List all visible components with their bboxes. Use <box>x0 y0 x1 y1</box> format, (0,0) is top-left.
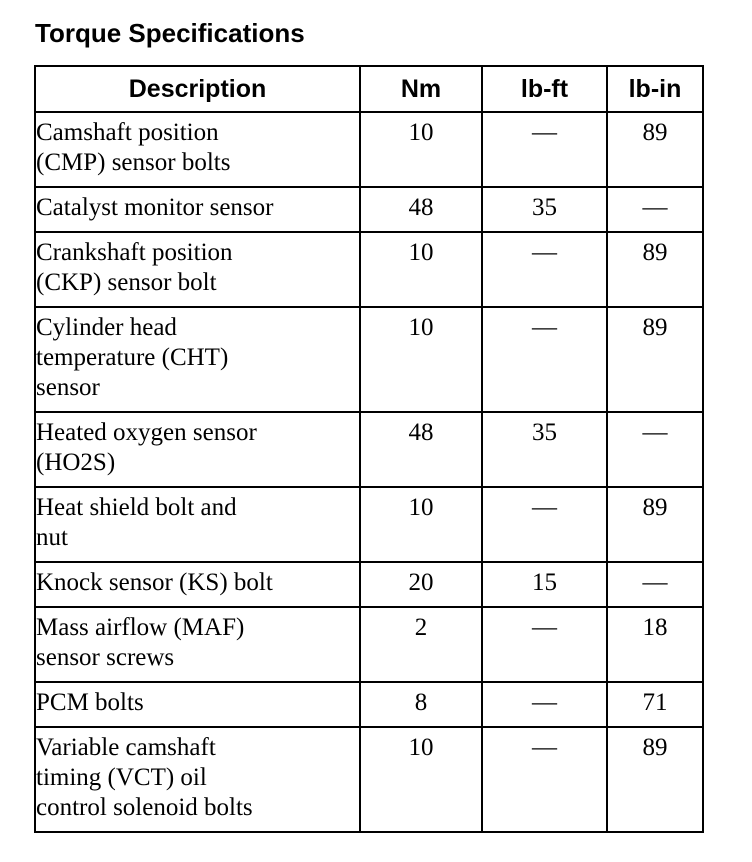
table-row <box>35 562 703 607</box>
description-line: Mass airflow (MAF) <box>36 614 245 641</box>
description-line: Cylinder head <box>36 314 177 341</box>
lb-ft-cell: — <box>482 727 607 832</box>
table-row <box>35 307 703 412</box>
lb-ft-cell: 35 <box>482 412 607 487</box>
lb-in-cell: 89 <box>607 487 703 562</box>
column-header-lb-ft: lb-ft <box>482 66 607 112</box>
description-line: sensor <box>36 374 100 401</box>
lb-ft-cell: — <box>482 607 607 682</box>
torque-specifications-table <box>34 65 704 833</box>
nm-cell: 10 <box>360 307 482 412</box>
nm-cell: 2 <box>360 607 482 682</box>
table-row <box>35 682 703 727</box>
description-line: sensor screws <box>36 644 175 671</box>
description-line: timing (VCT) oil <box>36 764 207 791</box>
nm-cell: 10 <box>360 727 482 832</box>
description-line: Catalyst monitor sensor <box>36 194 274 221</box>
table-row <box>35 412 703 487</box>
description-line: Crankshaft position <box>36 239 233 266</box>
nm-cell: 10 <box>360 487 482 562</box>
lb-ft-cell: 35 <box>482 187 607 232</box>
lb-in-cell: 89 <box>607 307 703 412</box>
description-line: Camshaft position <box>36 119 219 146</box>
nm-cell: 48 <box>360 412 482 487</box>
description-line: nut <box>36 524 68 551</box>
description-line: PCM bolts <box>36 689 144 716</box>
description-cell <box>35 727 360 832</box>
lb-ft-cell: — <box>482 112 607 187</box>
description-cell <box>35 187 360 232</box>
lb-ft-cell: — <box>482 232 607 307</box>
lb-in-cell: 18 <box>607 607 703 682</box>
nm-cell: 10 <box>360 232 482 307</box>
description-line: (CKP) sensor bolt <box>36 269 217 296</box>
lb-in-cell: — <box>607 412 703 487</box>
table-row <box>35 487 703 562</box>
description-line: temperature (CHT) <box>36 344 229 371</box>
nm-cell: 8 <box>360 682 482 727</box>
column-header-description: Description <box>35 66 360 112</box>
description-line: Heat shield bolt and <box>36 494 237 521</box>
lb-in-cell: 89 <box>607 232 703 307</box>
page-title: Torque Specifications <box>35 18 305 48</box>
lb-ft-cell: — <box>482 682 607 727</box>
description-line: control solenoid bolts <box>36 794 253 821</box>
description-line: (CMP) sensor bolts <box>36 149 231 176</box>
lb-in-cell: — <box>607 187 703 232</box>
nm-cell: 48 <box>360 187 482 232</box>
description-cell <box>35 412 360 487</box>
lb-ft-cell: — <box>482 487 607 562</box>
table-row <box>35 727 703 832</box>
table-row <box>35 112 703 187</box>
description-line: Knock sensor (KS) bolt <box>36 569 273 596</box>
description-cell <box>35 232 360 307</box>
table-header-row <box>35 66 703 112</box>
nm-cell: 10 <box>360 112 482 187</box>
lb-in-cell: 89 <box>607 112 703 187</box>
lb-ft-cell: 15 <box>482 562 607 607</box>
lb-ft-cell: — <box>482 307 607 412</box>
table-row <box>35 607 703 682</box>
description-cell <box>35 607 360 682</box>
description-cell <box>35 112 360 187</box>
column-header-lb-in: lb-in <box>607 66 703 112</box>
description-line: Variable camshaft <box>36 734 216 761</box>
column-header-nm: Nm <box>360 66 482 112</box>
lb-in-cell: — <box>607 562 703 607</box>
table-row <box>35 187 703 232</box>
description-cell <box>35 307 360 412</box>
description-cell <box>35 562 360 607</box>
table-row <box>35 232 703 307</box>
description-line: (HO2S) <box>36 449 116 476</box>
lb-in-cell: 89 <box>607 727 703 832</box>
description-line: Heated oxygen sensor <box>36 419 257 446</box>
nm-cell: 20 <box>360 562 482 607</box>
lb-in-cell: 71 <box>607 682 703 727</box>
description-cell <box>35 682 360 727</box>
description-cell <box>35 487 360 562</box>
